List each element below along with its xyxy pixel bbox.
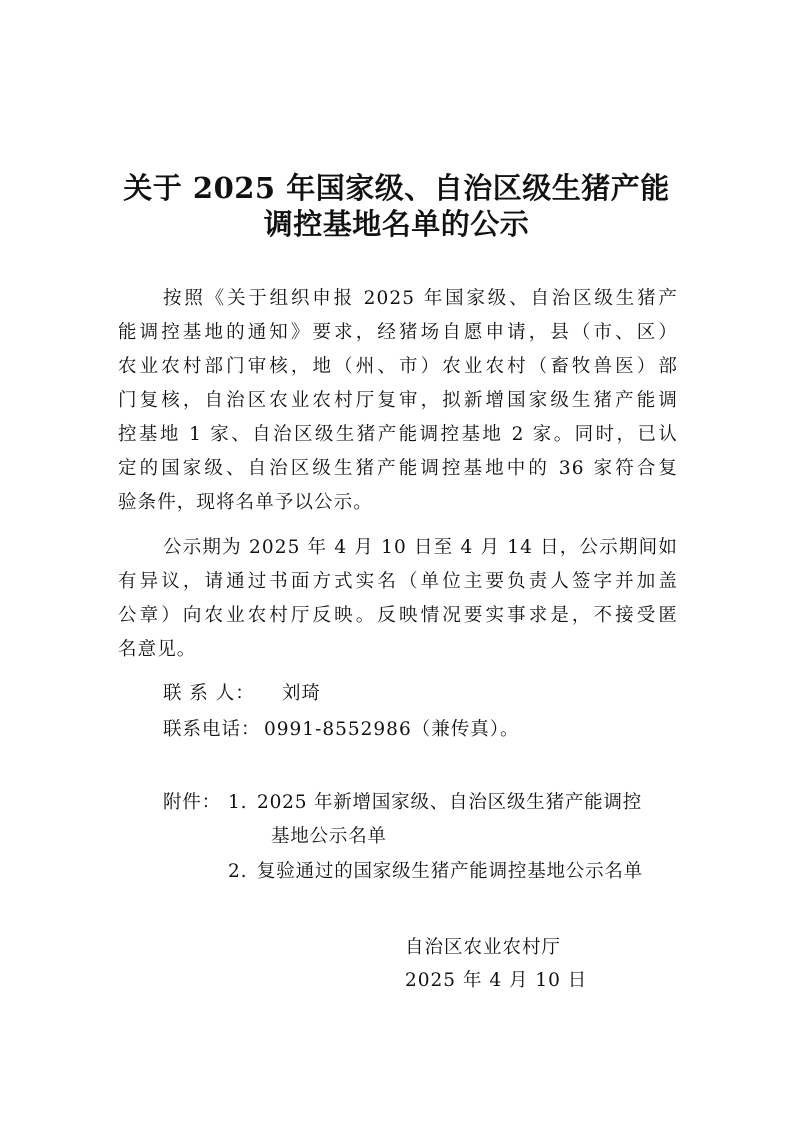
paragraph-2-line: 公示期为 2025 年 4 月 10 日至 4 月 14 日，公示期间如 <box>163 537 678 558</box>
attachment-1-title-cont: 基地公示名单 <box>271 826 387 847</box>
contact-phone: 0991-8552986（兼传真）。 <box>264 719 520 740</box>
paragraph-2-line: 有异议，请通过书面方式实名（单位主要负责人签字并加盖 <box>118 571 678 592</box>
contact-person: 刘琦 <box>282 683 322 704</box>
paragraph-2-line: 公章）向农业农村厅反映。反映情况要实事求是，不接受匿 <box>118 605 678 626</box>
paragraph-1-line: 验条件，现将名单予以公示。 <box>118 492 373 513</box>
attachment-1-number: 1. <box>228 792 248 813</box>
attachment-1-title: 2025 年新增国家级、自治区级生猪产能调控 <box>257 792 643 813</box>
attachments-label: 附件： <box>163 792 221 813</box>
attachment-2-title: 复验通过的国家级生猪产能调控基地公示名单 <box>257 861 644 882</box>
paragraph-2-line: 名意见。 <box>118 639 197 660</box>
paragraph-1-line: 能调控基地的通知》要求，经猪场自愿申请，县（市、区） <box>118 322 678 343</box>
contact-person-label: 联 系 人： <box>163 683 255 704</box>
signature-organization: 自治区农业农村厅 <box>405 937 562 958</box>
paragraph-1-line: 农业农村部门审核，地（州、市）农业农村（畜牧兽医）部 <box>118 356 678 377</box>
signature-date: 2025 年 4 月 10 日 <box>405 970 588 991</box>
contact-phone-label: 联系电话： <box>163 719 261 740</box>
paragraph-1-line: 定的国家级、自治区级生猪产能调控基地中的 36 家符合复 <box>118 458 678 479</box>
paragraph-1-line: 控基地 1 家、自治区级生猪产能调控基地 2 家。同时，已认 <box>118 424 678 445</box>
paragraph-1-line: 门复核，自治区农业农村厅复审，拟新增国家级生猪产能调 <box>118 390 678 411</box>
document-title-line-2: 调控基地名单的公示 <box>263 207 530 241</box>
attachment-2-number: 2. <box>228 861 248 882</box>
paragraph-1-line: 按照《关于组织申报 2025 年国家级、自治区级生猪产 <box>163 288 678 309</box>
document-title-line-1: 关于 2025 年国家级、自治区级生猪产能 <box>123 171 670 205</box>
